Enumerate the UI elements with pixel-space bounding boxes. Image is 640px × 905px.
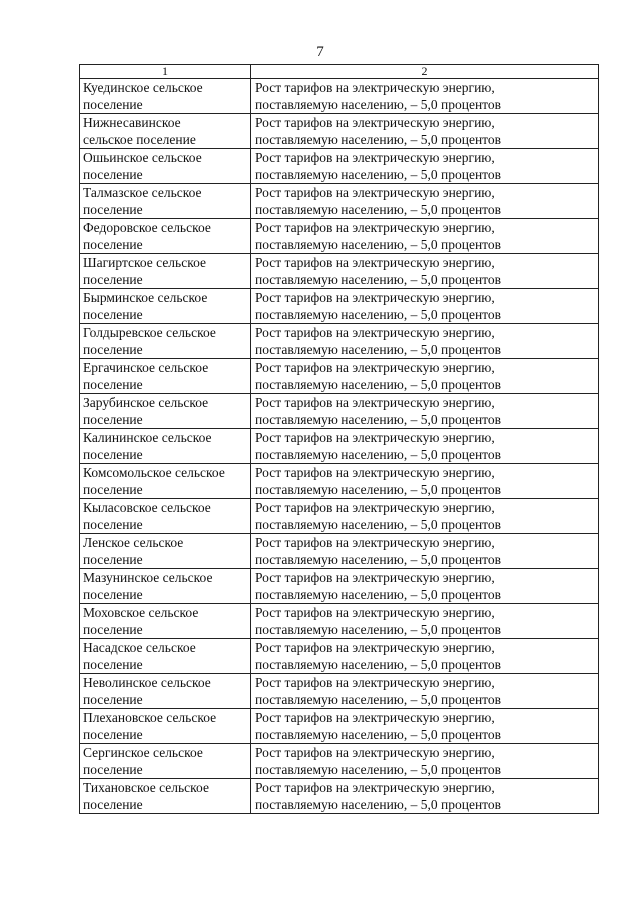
settlement-name-line: поселение [83,237,143,252]
table-row [80,639,599,674]
measure-line: Рост тарифов на электрическую энергию, [255,255,495,270]
column-header-1: 1 [80,65,251,79]
settlement-name-cell [80,429,251,464]
measure-cell [251,779,599,814]
settlement-name-line: поселение [83,727,143,742]
measure-cell [251,429,599,464]
measure-cell [251,79,599,114]
measure-line: поставляемую населению, – 5,0 процентов [255,552,502,567]
measure-line: Рост тарифов на электрическую энергию, [255,500,495,515]
settlement-name-line: поселение [83,167,143,182]
table-row [80,114,599,149]
table-row [80,744,599,779]
measure-line: поставляемую населению, – 5,0 процентов [255,97,502,112]
measure-cell [251,254,599,289]
settlement-name-cell [80,254,251,289]
measure-line: Рост тарифов на электрическую энергию, [255,80,495,95]
settlement-name-line: поселение [83,762,143,777]
table-row [80,499,599,534]
table-row [80,429,599,464]
settlement-name-cell [80,744,251,779]
measure-line: поставляемую населению, – 5,0 процентов [255,307,502,322]
settlements-table [79,64,599,814]
settlement-name-line: Моховское сельское [83,605,199,620]
settlement-name-cell [80,219,251,254]
measure-cell [251,184,599,219]
settlement-name-cell [80,79,251,114]
table-row [80,359,599,394]
measure-line: Рост тарифов на электрическую энергию, [255,185,495,200]
measure-line: Рост тарифов на электрическую энергию, [255,395,495,410]
measure-line: поставляемую населению, – 5,0 процентов [255,517,502,532]
measure-line: поставляемую населению, – 5,0 процентов [255,342,502,357]
settlement-name-line: поселение [83,587,143,602]
measure-cell [251,219,599,254]
table-row [80,184,599,219]
measure-line: Рост тарифов на электрическую энергию, [255,535,495,550]
page-number: 7 [316,44,324,60]
settlement-name-line: Талмазское сельское [83,185,202,200]
measure-line: поставляемую населению, – 5,0 процентов [255,412,502,427]
measure-cell [251,394,599,429]
table-row [80,324,599,359]
settlement-name-line: Тихановское сельское [83,780,209,795]
settlement-name-cell [80,639,251,674]
measure-line: Рост тарифов на электрическую энергию, [255,640,495,655]
measure-cell [251,604,599,639]
settlement-name-cell [80,114,251,149]
table-row [80,779,599,814]
settlement-name-line: поселение [83,412,143,427]
settlement-name-line: поселение [83,307,143,322]
measure-line: поставляемую населению, – 5,0 процентов [255,587,502,602]
measure-line: поставляемую населению, – 5,0 процентов [255,797,502,812]
measure-cell [251,674,599,709]
measure-cell [251,149,599,184]
table-row [80,464,599,499]
settlement-name-line: Мазунинское сельское [83,570,213,585]
column-header-2: 2 [251,65,599,79]
settlement-name-line: Комсомольское сельское [83,465,225,480]
settlement-name-cell [80,674,251,709]
measure-line: поставляемую населению, – 5,0 процентов [255,622,502,637]
settlement-name-line: поселение [83,797,143,812]
measure-line: Рост тарифов на электрическую энергию, [255,675,495,690]
measure-line: Рост тарифов на электрическую энергию, [255,605,495,620]
table-row [80,604,599,639]
settlement-name-line: Нижнесавинское [83,115,181,130]
settlement-name-line: поселение [83,202,143,217]
measure-line: Рост тарифов на электрическую энергию, [255,745,495,760]
measure-line: поставляемую населению, – 5,0 процентов [255,692,502,707]
table-row [80,219,599,254]
table-row [80,289,599,324]
measure-line: Рост тарифов на электрическую энергию, [255,115,495,130]
measure-cell [251,289,599,324]
settlement-name-cell [80,394,251,429]
settlement-name-cell [80,604,251,639]
measure-line: поставляемую населению, – 5,0 процентов [255,657,502,672]
measure-line: поставляемую населению, – 5,0 процентов [255,237,502,252]
settlement-name-cell [80,359,251,394]
measure-cell [251,464,599,499]
settlement-name-cell [80,289,251,324]
measure-line: Рост тарифов на электрическую энергию, [255,570,495,585]
measure-line: поставляемую населению, – 5,0 процентов [255,132,502,147]
table-row [80,709,599,744]
settlement-name-cell [80,534,251,569]
measure-cell [251,569,599,604]
settlement-name-line: Ленское сельское [83,535,184,550]
measure-cell [251,709,599,744]
table-row [80,149,599,184]
table-row [80,394,599,429]
settlement-name-line: Ошьинское сельское [83,150,202,165]
measure-line: поставляемую населению, – 5,0 процентов [255,482,502,497]
table-row [80,674,599,709]
settlement-name-line: поселение [83,657,143,672]
table-header-row [80,65,599,79]
settlement-name-line: Федоровское сельское [83,220,211,235]
measure-cell [251,639,599,674]
settlement-name-cell [80,709,251,744]
settlement-name-cell [80,499,251,534]
settlement-name-line: Шагиртское сельское [83,255,206,270]
table-row [80,79,599,114]
table-row [80,534,599,569]
measure-cell [251,324,599,359]
settlement-name-line: поселение [83,272,143,287]
measure-cell [251,534,599,569]
settlement-name-line: Плехановское сельское [83,710,217,725]
settlement-name-line: Ергачинское сельское [83,360,209,375]
table-row [80,569,599,604]
settlement-name-cell [80,324,251,359]
measure-line: Рост тарифов на электрическую энергию, [255,465,495,480]
settlement-name-line: поселение [83,622,143,637]
measure-cell [251,744,599,779]
measure-line: Рост тарифов на электрическую энергию, [255,360,495,375]
settlement-name-cell [80,184,251,219]
settlement-name-cell [80,569,251,604]
measure-line: поставляемую населению, – 5,0 процентов [255,272,502,287]
measure-line: поставляемую населению, – 5,0 процентов [255,447,502,462]
settlement-name-line: поселение [83,447,143,462]
measure-cell [251,359,599,394]
measure-line: Рост тарифов на электрическую энергию, [255,290,495,305]
settlement-name-line: Насадское сельское [83,640,196,655]
measure-line: Рост тарифов на электрическую энергию, [255,220,495,235]
settlement-name-line: Зарубинское сельское [83,395,209,410]
table-body [80,79,599,814]
measure-line: Рост тарифов на электрическую энергию, [255,325,495,340]
settlement-name-line: поселение [83,377,143,392]
settlement-name-line: поселение [83,97,143,112]
settlement-name-line: Неволинское сельское [83,675,211,690]
table-row [80,254,599,289]
settlement-name-line: Голдыревское сельское [83,325,216,340]
settlement-name-line: Куединское сельское [83,80,203,95]
settlement-name-cell [80,464,251,499]
measure-line: поставляемую населению, – 5,0 процентов [255,377,502,392]
settlement-name-line: поселение [83,517,143,532]
settlement-name-line: Бырминское сельское [83,290,208,305]
measure-cell [251,114,599,149]
measure-line: поставляемую населению, – 5,0 процентов [255,727,502,742]
settlement-name-line: поселение [83,552,143,567]
settlement-name-line: поселение [83,482,143,497]
settlement-name-line: Сергинское сельское [83,745,203,760]
settlement-name-line: поселение [83,692,143,707]
settlement-name-cell [80,149,251,184]
measure-line: поставляемую населению, – 5,0 процентов [255,762,502,777]
settlement-name-cell [80,779,251,814]
settlement-name-line: Кыласовское сельское [83,500,211,515]
measure-line: Рост тарифов на электрическую энергию, [255,780,495,795]
measure-cell [251,499,599,534]
settlement-name-line: сельское поселение [83,132,196,147]
settlement-name-line: поселение [83,342,143,357]
measure-line: поставляемую населению, – 5,0 процентов [255,167,502,182]
measure-line: поставляемую населению, – 5,0 процентов [255,202,502,217]
measure-line: Рост тарифов на электрическую энергию, [255,150,495,165]
settlement-name-line: Калининское сельское [83,430,212,445]
measure-line: Рост тарифов на электрическую энергию, [255,430,495,445]
measure-line: Рост тарифов на электрическую энергию, [255,710,495,725]
